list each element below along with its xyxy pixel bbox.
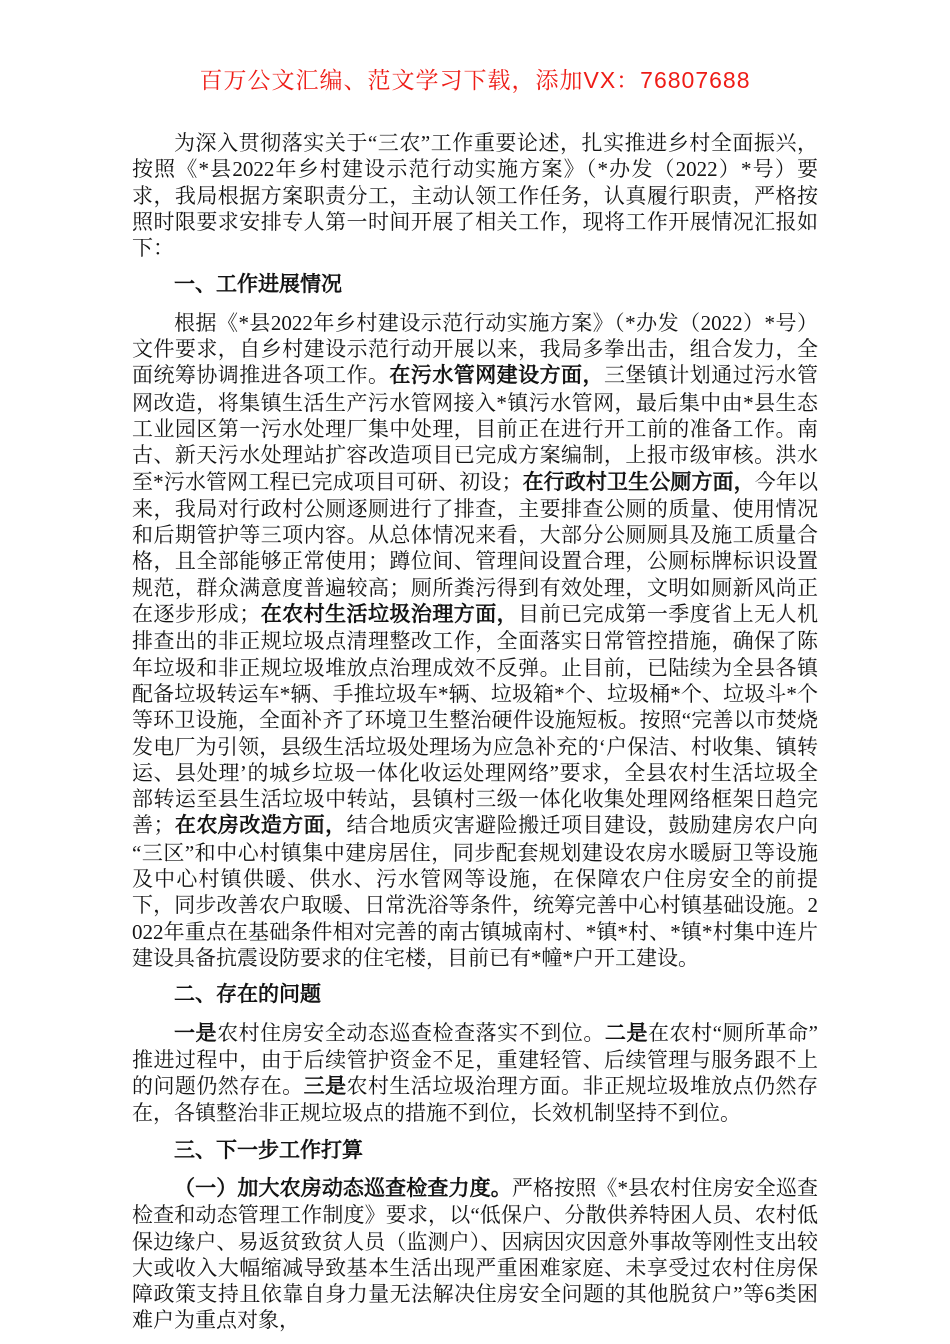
text-run: 在农房改造方面， xyxy=(174,814,347,838)
text-run: 在农村生活垃圾治理方面， xyxy=(260,603,519,627)
section-heading xyxy=(132,272,818,298)
section-heading xyxy=(132,1138,818,1164)
text-run: 农村住房安全动态巡查检查落实不到位。 xyxy=(217,1020,605,1045)
paragraph xyxy=(132,130,818,261)
text-run: 农村生活垃圾治理方面。非正规垃圾堆放点仍然存在，各镇整治非正规垃圾点的措施不到位，长效机制坚持不到位。 xyxy=(132,1074,819,1126)
paragraph xyxy=(132,1020,818,1127)
document-body xyxy=(132,130,818,1334)
paragraph xyxy=(132,310,818,971)
text-run: 一、工作进展情况 xyxy=(174,273,342,297)
text-run: 三、下一步工作打算 xyxy=(174,1138,363,1162)
text-run: 结合地质灾害避险搬迁项目建设，鼓励建房农户向“三区”和中心村镇集中建房居住，同步配套规划建设农房水暖厨卫等设施及中心村镇供暖、供水、污水管网等设施，在保障农户住房安全的前提下，同步改善农户取暖、日常洗浴等条件，统筹完善中心村镇基础设施。2022年重点在基础条件相对完善的南古镇城南村、*镇*村、*镇*村集中连片建设具备抗震设防要求的住宅楼，目前已有*幢*户开工建设。 xyxy=(132,813,819,970)
text-run: 一是 xyxy=(174,1021,218,1045)
watermark-banner: 百万公文汇编、范文学习下载，添加VX：76807688 xyxy=(199,67,751,93)
text-run: 严格按照《*县农村住房安全巡查检查和动态管理工作制度》要求，以“低保户、分散供养特困人员、农村低保边缘户、易返贫致贫人员（监测户）、因病因灾因意外事故等刚性支出较大或收入大幅缩减导致基本生活出现严重困难家庭、未享受过农村住房保障政策支持且依靠自身力量无法解决住房安全问题的其他脱贫户”等6类困难户为重点对象， xyxy=(132,1175,819,1333)
text-run: 在行政村卫生公厕方面， xyxy=(522,470,755,494)
text-run: 三堡镇计划通过污水管网改造，将集镇生活生产污水管网接入*镇污水管网，最后集中由*县生态工业园区第一污水处理厂集中处理，目前正在进行开工前的准备工作。南古、新天污水处理站扩容改造项目已完成方案编制，上报市级审核。洪水至*污水管网工程已完成项目可研、初设； xyxy=(132,363,819,494)
text-run: 在农村“厕所革命”推进过程中，由于后续管护资金不足，重建轻管、后续管理与服务跟不上的问题仍然存在。 xyxy=(132,1020,818,1099)
text-run: （一）加大农房动态巡查检查力度。 xyxy=(174,1176,512,1200)
section-heading xyxy=(132,982,818,1008)
text-run: 在污水管网建设方面， xyxy=(389,364,604,388)
text-run: 三是 xyxy=(303,1075,347,1099)
text-run: 目前已完成第一季度省上无人机排查出的非正规垃圾点清理整改工作，全面落实日常管控措施，确保了陈年垃圾和非正规垃圾堆放点治理成效不反弹。止目前，已陆续为全县各镇配备垃圾转运车*辆、手推垃圾车*辆、垃圾箱*个、垃圾桶*个、垃圾斗*个等环卫设施，全面补齐了环境卫生整治硬件设施短板。按照“完善以市焚烧发电厂为引领，县级生活垃圾处理场为应急补充的‘户保洁、村收集、镇转运、县处理’的城乡垃圾一体化收运处理网络”要求，全县农村生活垃圾全部转运至县生活垃圾中转站，县镇村三级一体化收集处理网络框架日趋完善； xyxy=(132,602,819,838)
text-run: 二、存在的问题 xyxy=(174,983,321,1007)
text-run: 为深入贯彻落实关于“三农”工作重要论述，扎实推进乡村全面振兴，按照《*县2022年乡村建设示范行动实施方案》（*办发（2022）*号）要求，我局根据方案职责分工，主动认领工作任务，认真履行职责，严格按照时限要求安排专人第一时间开展了相关工作，现将工作开展情况汇报如下： xyxy=(132,131,818,261)
text-run: 今年以来，我局对行政村公厕逐厕进行了排查，主要排查公厕的质量、使用情况和后期管护等三项内容。从总体情况来看，大部分公厕厕具及施工质量合格，且全部能够正常使用；蹲位间、管理间设置合理，公厕标牌标识设置规范，群众满意度普遍较高；厕所粪污得到有效处理，文明如厕新风尚正在逐步形成； xyxy=(132,469,818,627)
paragraph xyxy=(132,1175,818,1334)
text-run: 根据《*县2022年乡村建设示范行动实施方案》（*办发（2022）*号）文件要求，自乡村建设示范行动开展以来，我局多拳出击，组合发力，全面统筹协调推进各项工作。 xyxy=(132,310,818,388)
text-run: 二是 xyxy=(604,1021,648,1045)
